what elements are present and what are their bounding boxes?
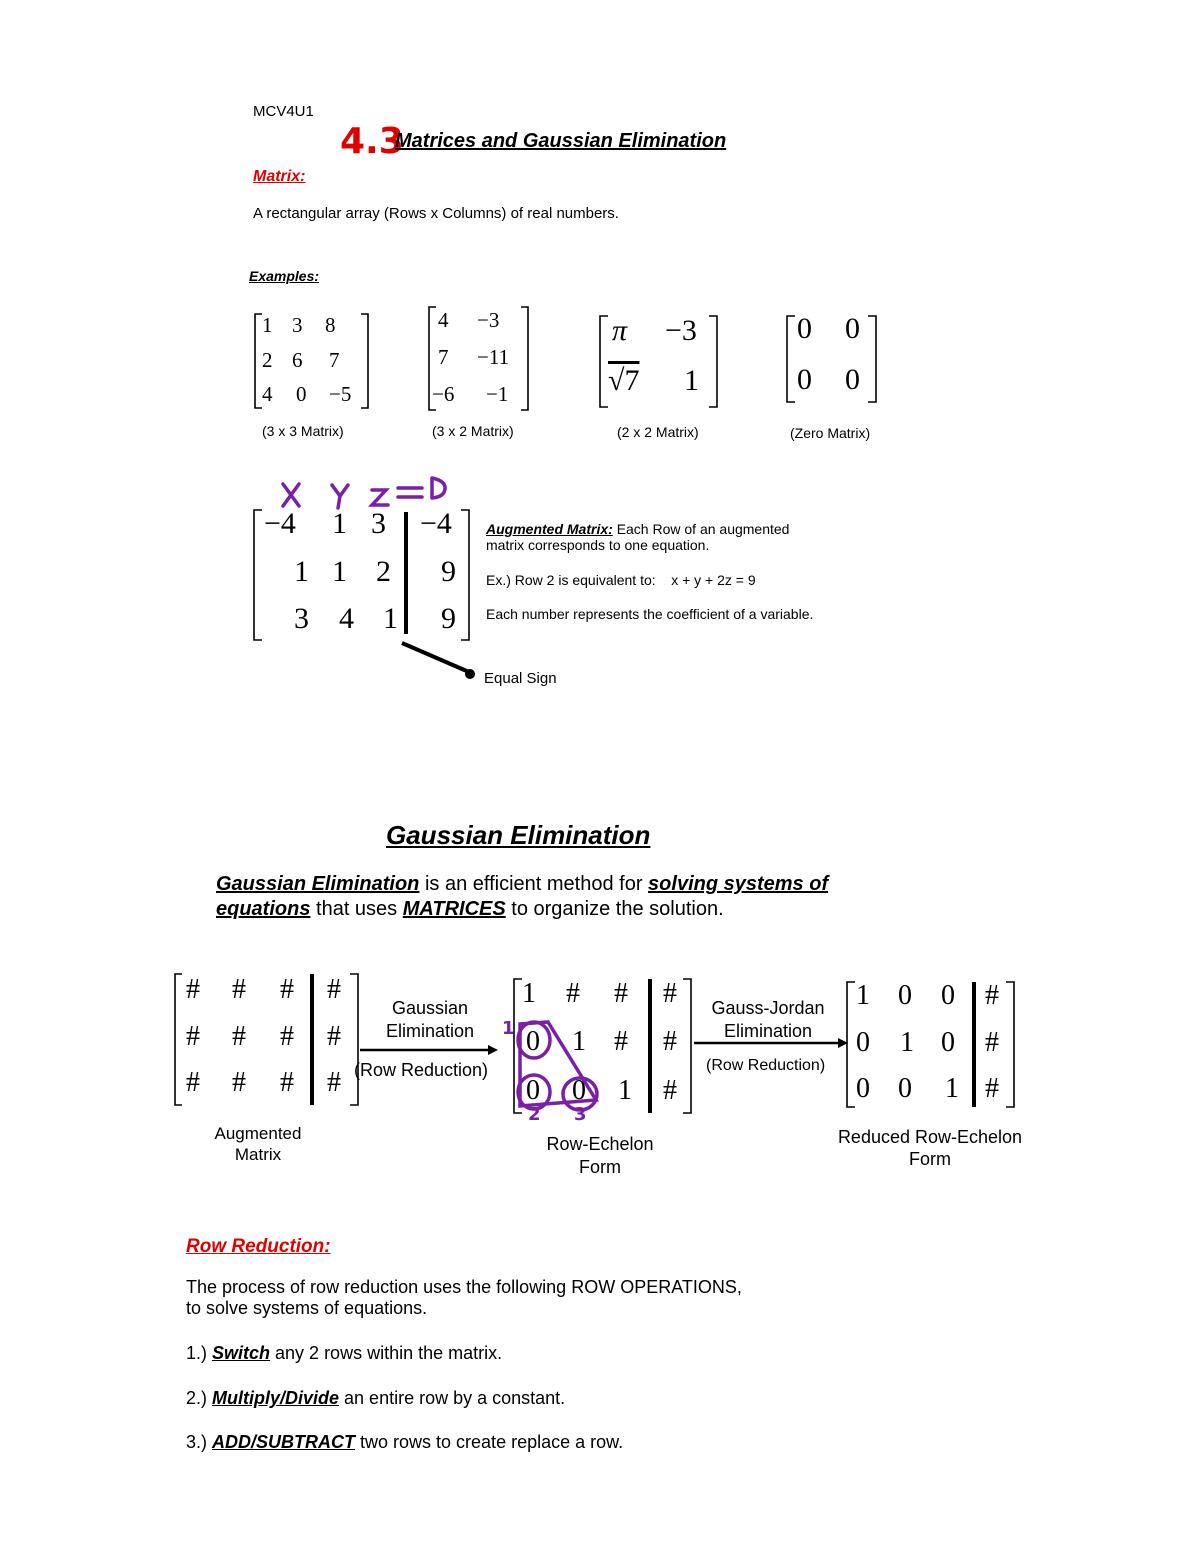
op-rest: any 2 rows within the matrix.: [270, 1343, 503, 1363]
matrix-heading: Matrix:: [253, 168, 306, 185]
label-line: Gauss-Jordan: [711, 998, 825, 1018]
matrix-cell: 1: [332, 507, 347, 540]
gaussian-em3: MATRICES: [402, 898, 506, 920]
matrix-cell: √7: [608, 364, 640, 397]
matrix-cell: 3: [292, 313, 303, 337]
matrix-cell: 0: [526, 1075, 540, 1106]
row-reduction-text: [186, 1277, 742, 1319]
matrix-cell: #: [985, 1027, 999, 1058]
matrix-cell: 3: [294, 602, 309, 635]
label-line: Form: [579, 1157, 621, 1177]
example-caption-zero: (Zero Matrix): [790, 425, 871, 441]
matrix-cell: 1: [294, 555, 309, 588]
matrix-cell: 4: [339, 602, 354, 635]
handwritten-variables-text: [0, 0, 1, 1]
course-code: MCV4U1: [253, 103, 314, 120]
row-operation-1: [186, 1343, 502, 1364]
row-reduction-text-1: The process of row reduction uses the following ROW OPERATIONS,: [186, 1277, 742, 1297]
matrix-cell: 1: [856, 980, 870, 1011]
augmented-matrix-label: [198, 1123, 318, 1165]
augmented-text-1: Each Row of an augmented: [616, 521, 790, 537]
gaussian-intro: [216, 872, 936, 922]
op-number: 2.): [186, 1388, 213, 1408]
matrix-cell: 2: [376, 555, 391, 588]
label-line: Form: [909, 1149, 951, 1169]
label-line: Elimination: [723, 1021, 813, 1041]
matrix-cell: 0: [296, 382, 307, 406]
matrix-cell: #: [232, 1067, 246, 1098]
matrix-cell: 9: [441, 602, 456, 635]
matrix-cell: 1: [262, 313, 273, 337]
matrix-cell: #: [327, 1067, 341, 1098]
label-line: Elimination: [385, 1021, 475, 1041]
matrix-cell: −4: [264, 507, 296, 540]
matrix-definition: A rectangular array (Rows x Columns) of real numbers.: [253, 205, 619, 222]
matrix-cell: 1: [332, 555, 347, 588]
matrix-cell: #: [232, 974, 246, 1005]
matrix-cell: −6: [432, 382, 455, 406]
augmented-text-2: matrix corresponds to one equation.: [486, 537, 710, 553]
matrix-cell: 1: [684, 364, 699, 397]
matrix-cell: 0: [526, 1026, 540, 1057]
gaussian-step-label: [360, 997, 500, 1043]
matrix-cell: #: [566, 978, 580, 1009]
augmented-description: [486, 521, 789, 553]
label-line: Matrix: [234, 1145, 282, 1164]
reduced-row-echelon-label: [820, 1126, 1040, 1170]
matrix-cell: #: [327, 974, 341, 1005]
matrix-cell: 1: [900, 1027, 914, 1058]
label-line: Augmented: [214, 1124, 302, 1143]
op-rest: an entire row by a constant.: [339, 1388, 566, 1408]
matrix-cell: 8: [325, 313, 336, 337]
gaussian-intro-end: to organize the solution.: [505, 898, 724, 920]
row-operation-3: [186, 1432, 623, 1453]
op-number: 3.): [186, 1432, 213, 1452]
matrix-cell: 0: [941, 1027, 955, 1058]
op-term: Multiply/Divide: [212, 1388, 340, 1408]
example-caption-2x2: (2 x 2 Matrix): [617, 424, 699, 440]
matrix-cell: 2: [262, 348, 273, 372]
matrix-cell: 0: [898, 1073, 912, 1104]
op-rest: two rows to create replace a row.: [355, 1432, 624, 1452]
matrix-cell: 4: [262, 382, 273, 406]
page-title: Matrices and Gaussian Elimination: [395, 130, 727, 152]
gauss-jordan-row-reduction: (Row Reduction): [706, 1057, 826, 1074]
example-caption-3x2: (3 x 2 Matrix): [432, 423, 514, 439]
matrix-cell: 0: [856, 1073, 870, 1104]
matrix-cell: 0: [797, 312, 812, 345]
row-reduction-text-2: to solve systems of equations.: [186, 1298, 428, 1318]
gaussian-em2: equations: [216, 898, 311, 920]
matrix-cell: 1: [618, 1075, 632, 1106]
matrix-cell: 4: [438, 308, 449, 332]
matrix-cell: 0: [572, 1075, 586, 1106]
matrix-cell: −3: [477, 308, 500, 332]
matrix-cell: #: [663, 1026, 677, 1057]
equal-sign-label: Equal Sign: [484, 670, 557, 687]
matrix-cell: −3: [665, 314, 697, 347]
matrix-cell: 1: [945, 1073, 959, 1104]
matrix-cell: #: [327, 1021, 341, 1052]
examples-heading: Examples:: [249, 268, 320, 284]
row-operation-2: [186, 1388, 565, 1409]
handwritten-number: 2: [528, 1104, 541, 1125]
augmented-note: Each number represents the coefficient of a variable.: [486, 606, 814, 622]
matrix-cell: #: [186, 1021, 200, 1052]
matrix-cell: 9: [441, 555, 456, 588]
matrix-cell: 1: [522, 978, 536, 1009]
augmented-example: Ex.) Row 2 is equivalent to: x + y + 2z = 9: [486, 572, 756, 588]
matrix-cell: 7: [438, 345, 449, 369]
matrix-cell: #: [663, 978, 677, 1009]
gaussian-term: Gaussian Elimination: [216, 873, 420, 895]
gauss-jordan-step-label: [696, 997, 840, 1043]
matrix-cell: 3: [371, 507, 386, 540]
op-term: ADD/SUBTRACT: [212, 1432, 356, 1452]
gaussian-em1: solving systems of: [648, 873, 829, 895]
matrix-cell: 7: [329, 348, 340, 372]
matrix-cell: −1: [486, 382, 509, 406]
matrix-cell: 0: [941, 980, 955, 1011]
matrix-cell: 6: [292, 348, 303, 372]
op-term: Switch: [212, 1343, 271, 1363]
matrix-cell: #: [663, 1075, 677, 1106]
row-echelon-label: [530, 1133, 670, 1179]
matrix-cell: #: [280, 974, 294, 1005]
matrix-cell: 0: [845, 312, 860, 345]
label-line: Reduced Row-Echelon: [837, 1127, 1023, 1147]
matrix-cell: 0: [797, 363, 812, 396]
example-caption-3x3: (3 x 3 Matrix): [262, 423, 344, 439]
matrix-cell: #: [614, 978, 628, 1009]
gaussian-step-row-reduction: (Row Reduction): [354, 1060, 489, 1080]
label-line: Gaussian: [391, 998, 469, 1018]
matrix-cell: 1: [383, 602, 398, 635]
matrix-cell: #: [985, 980, 999, 1011]
row-reduction-heading: Row Reduction:: [186, 1236, 331, 1257]
matrix-cell: #: [186, 1067, 200, 1098]
handwritten-number: 3: [574, 1104, 587, 1125]
matrix-cell: −4: [420, 507, 452, 540]
label-line: Row-Echelon: [546, 1134, 654, 1154]
matrix-cell: 0: [845, 363, 860, 396]
matrix-cell: #: [280, 1067, 294, 1098]
gaussian-intro-mid2: that uses: [310, 898, 403, 920]
handwritten-number: 1: [502, 1018, 515, 1039]
matrix-cell: #: [280, 1021, 294, 1052]
gaussian-intro-mid1: is an efficient method for: [419, 873, 649, 895]
matrix-cell: 1: [572, 1026, 586, 1057]
matrix-cell: 0: [856, 1027, 870, 1058]
matrix-cell: #: [614, 1026, 628, 1057]
matrix-cell: #: [985, 1073, 999, 1104]
matrix-cell: −5: [329, 382, 352, 406]
matrix-cell: −11: [477, 345, 510, 369]
matrix-cell: #: [232, 1021, 246, 1052]
matrix-cell: π: [612, 314, 628, 347]
matrix-cell: 0: [898, 980, 912, 1011]
op-number: 1.): [186, 1343, 213, 1363]
augmented-heading: Augmented Matrix:: [486, 521, 613, 537]
gaussian-title: Gaussian Elimination: [386, 820, 651, 850]
matrix-cell: #: [186, 974, 200, 1005]
section-number: 4.3: [340, 121, 404, 162]
